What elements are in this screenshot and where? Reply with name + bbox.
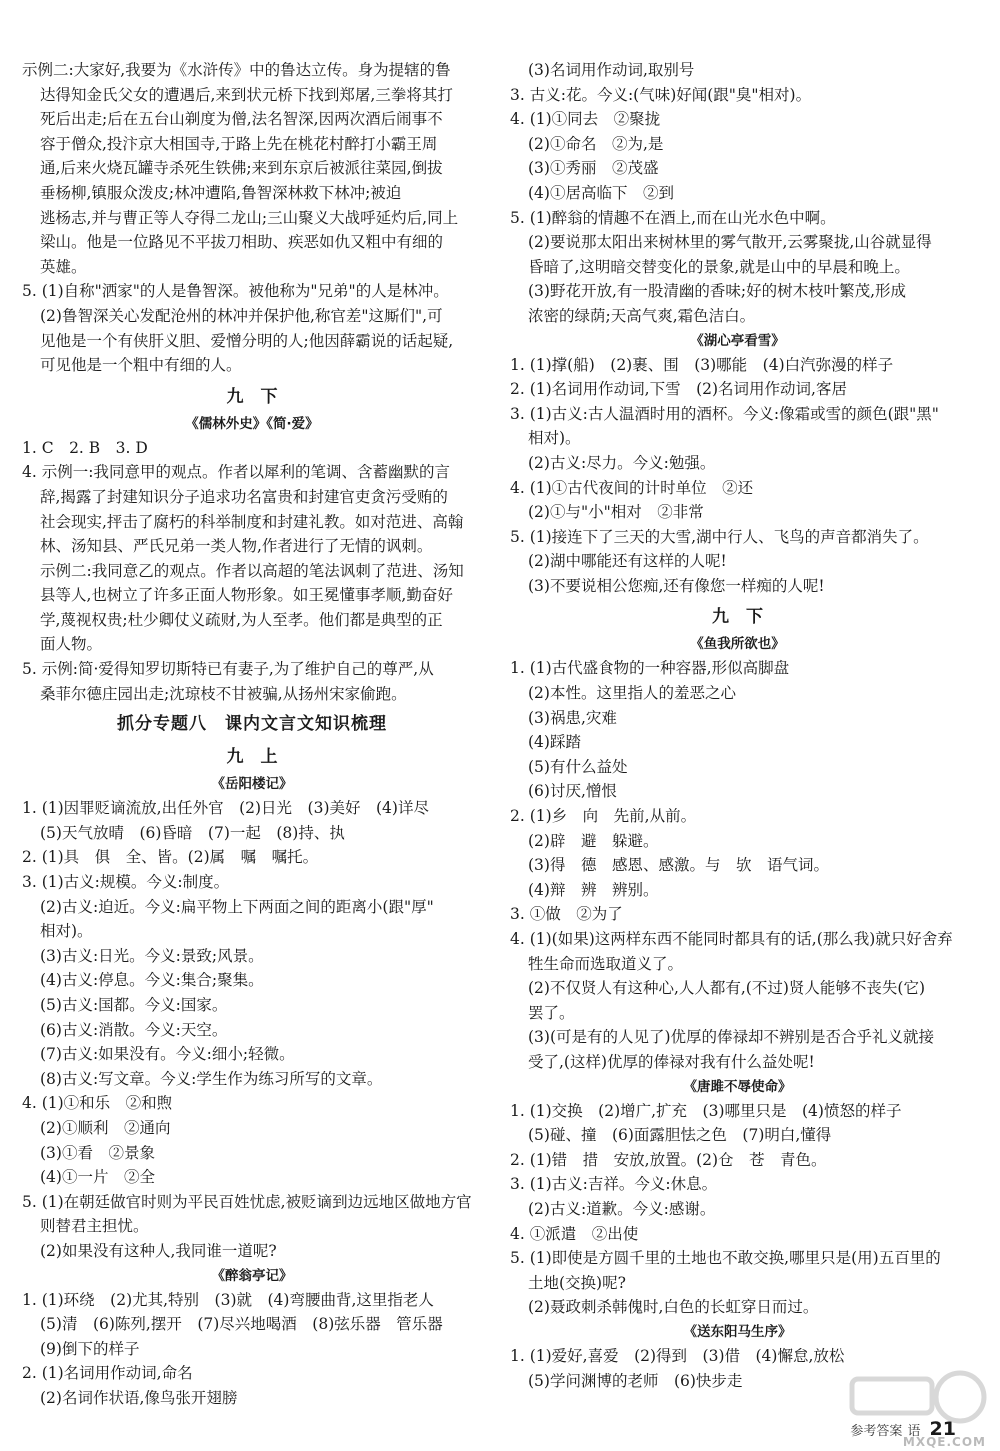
answer-line-cont: 则替君主担忧。	[40, 1217, 149, 1236]
grade-heading: 九 上	[226, 747, 278, 768]
grade-heading: 九 下	[712, 607, 763, 628]
answer-line-cont: 县等人,也树立了许多正面人物形象。如王冕懂事孝顺,勤奋好	[40, 586, 453, 605]
answer-line-cont: (3)古义:日光。今义:景致;风景。	[40, 946, 264, 965]
answer-line: 2. (1)名词用作动词,命名	[22, 1364, 193, 1383]
answer-line-cont: 面人物。	[40, 635, 103, 654]
answer-line-cont: 可见他是一个粗中有细的人。	[40, 356, 242, 375]
answer-line: 4. (1)①同去 ②聚拢	[510, 110, 661, 129]
answer-line: 3. (1)古义:吉祥。今义:休息。	[510, 1175, 718, 1194]
lesson-title: 《唐雎不辱使命》	[683, 1078, 792, 1095]
answer-line-cont: (3)①看 ②景象	[40, 1143, 155, 1162]
page-number: 21	[929, 1418, 956, 1440]
grade-heading: 九 下	[226, 386, 278, 407]
answer-line-cont: (2)①顺利 ②通向	[40, 1118, 171, 1137]
answer-line: 1. (1)撑(船) (2)裹、围 (3)哪能 (4)白汽弥漫的样子	[510, 355, 894, 374]
answer-line-cont: (2)①命名 ②为,是	[528, 134, 664, 153]
answer-line-cont: (2)要说那太阳出来树林里的雾气散开,云雾聚拢,山谷就显得	[528, 233, 932, 252]
answer-line: 3. ①做 ②为了	[510, 905, 623, 924]
answer-line: 4. (1)①和乐 ②和煦	[22, 1094, 173, 1113]
answer-line-cont: (5)古义:国都。今义:国家。	[40, 996, 228, 1014]
answer-line: 1. (1)环绕 (2)尤其,特别 (3)就 (4)弯腰曲背,这里指老人	[22, 1290, 434, 1309]
answer-line-cont: (2)聂政刺杀韩傀时,白色的长虹穿日而过。	[528, 1298, 819, 1317]
answer-line: 5. (1)即使是方圆千里的土地也不敢交换,哪里只是(用)五百里的	[510, 1249, 941, 1268]
answer-line-cont: (4)踩踏	[528, 733, 581, 752]
answer-line-cont: 英雄。	[40, 257, 87, 276]
left-column	[22, 58, 482, 1411]
answer-line-cont: 示例二:我同意乙的观点。作者以高超的笔法讽刺了范进、汤知	[40, 561, 464, 580]
right-column	[510, 58, 965, 1393]
answer-line-cont: (8)古义:写文章。今义:学生作为练习所写的文章。	[40, 1069, 383, 1088]
answer-line-cont: (2)鲁智深关心发配沧州的林冲并保护他,称官差"这厮们",可	[40, 306, 443, 325]
answer-line: 5. (1)在朝廷做官时则为平民百姓忧虑,被贬谪到边远地区做地方官	[22, 1192, 472, 1211]
lesson-title: 《湖心亭看雪》	[690, 332, 785, 349]
footer-label: 参考答案	[850, 1424, 903, 1439]
answer-line-cont: (3)不要说相公您痴,还有像您一样痴的人呢!	[528, 576, 825, 595]
answer-line-cont: (2)①与"小"相对 ②非常	[528, 503, 704, 522]
answer-line-cont: (2)古义:迫近。今义:扁平物上下两面之间的距离小(跟"厚"	[40, 897, 434, 916]
answer-line-cont: 林、汤知县、严氏兄弟一类人物,作者进行了无情的讽刺。	[40, 537, 433, 556]
answer-line: 1. (1)交换 (2)增广,扩充 (3)哪里只是 (4)愤怒的样子	[510, 1101, 902, 1120]
answer-line-cont: 昏暗了,这明暗交替变化的景象,就是山中的早晨和晚上。	[528, 257, 910, 276]
answer-line-cont: (5)天气放晴 (6)昏暗 (7)一起 (8)持、执	[40, 823, 345, 842]
answer-line-cont: (5)有什么益处	[528, 757, 628, 776]
answer-line-cont: 社会现实,抨击了腐朽的科举制度和封建礼教。如对范进、高翰	[40, 512, 464, 531]
answer-line: 5. (1)接连下了三天的大雪,湖中行人、飞鸟的声音都消失了。	[510, 527, 929, 546]
answer-line-cont: 牲生命而选取道义了。	[528, 954, 684, 973]
answer-line-cont: (2)古义:道歉。今义:感谢。	[528, 1199, 716, 1218]
answer-line-cont: (3)名词用作动词,取别号	[528, 61, 695, 79]
lesson-title: 《鱼我所欲也》	[690, 636, 785, 653]
lesson-title: 《儒林外史》《简·爱》	[185, 415, 319, 432]
answer-line-cont: 罢了。	[528, 1003, 575, 1022]
answer-line-cont: 相对)。	[528, 429, 581, 448]
answer-line-cont: 梁山。他是一位路见不平拔刀相助、疾恶如仇又粗中有细的	[40, 233, 444, 252]
answer-line: 1. (1)古代盛食物的一种容器,形似高脚盘	[510, 659, 790, 678]
answer-line-cont: 见他是一个有侠肝义胆、爱憎分明的人;他因薛霸说的话起疑,	[40, 331, 454, 350]
answer-line-cont: (6)古义:消散。今义:天空。	[40, 1020, 228, 1039]
answer-line: 2. (1)错 措 安放,放置。(2)仓 苍 青色。	[510, 1150, 827, 1169]
answer-line: 4. ①派遣 ②出使	[510, 1224, 639, 1243]
answer-line: 1. (1)因罪贬谪流放,出任外官 (2)日光 (3)美好 (4)详尽	[22, 799, 429, 818]
answer-line: 3. 古义:花。今义:(气味)好闻(跟"臭"相对)。	[510, 85, 812, 104]
answer-line-cont: (4)古义:停息。今义:集合;聚集。	[40, 971, 264, 990]
answer-line: 5. 示例:简·爱得知罗切斯特已有妻子,为了维护自己的尊严,从	[22, 660, 434, 679]
answer-line-cont: 容于僧众,投汴京大相国寺,于路上先在桃花村醉打小霸王周	[40, 134, 438, 153]
answer-line-cont: (3)祸患,灾难	[528, 708, 617, 727]
answer-line-cont: (2)如果没有这种人,我同谁一道呢?	[40, 1241, 277, 1260]
answer-line: 5. (1)自称"洒家"的人是鲁智深。被他称为"兄弟"的人是林冲。	[22, 282, 449, 301]
answer-line: 4. 示例一:我同意甲的观点。作者以犀利的笔调、含蓄幽默的言	[22, 463, 450, 482]
answer-line-cont: (4)辩 辨 辨别。	[528, 880, 659, 899]
answer-line-cont: 通,后来火烧瓦罐寺杀死生铁佛;来到东京后被派往菜园,倒拔	[40, 159, 443, 178]
answer-line-cont: (2)辟 避 躲避。	[528, 831, 659, 850]
answer-line-cont: (5)碰、撞 (6)面露胆怯之色 (7)明白,懂得	[528, 1126, 832, 1145]
answer-line-cont: (2)不仅贤人有这种心,人人都有,(不过)贤人能够不丧失(它)	[528, 979, 925, 998]
answer-line: 2. (1)具 俱 全、皆。(2)属 嘱 嘱托。	[22, 848, 319, 867]
answer-line-cont: 相对)。	[40, 922, 93, 941]
footer-subject: 语	[907, 1424, 921, 1439]
topic-heading: 抓分专题八 课内文言文知识梳理	[117, 714, 387, 735]
answer-line: 2. (1)乡 向 先前,从前。	[510, 807, 697, 826]
answer-line-cont: (7)古义:如果没有。今义:细小;轻微。	[40, 1045, 295, 1064]
answer-line: 5. (1)醉翁的情趣不在酒上,而在山光水色中啊。	[510, 208, 836, 227]
answer-line-cont: (3)野花开放,有一股清幽的香味;好的树木枝叶繁茂,形成	[528, 282, 907, 301]
answer-line-cont: 逃杨志,并与曹正等人夺得二龙山;三山聚义大战呼延灼后,同上	[40, 208, 459, 227]
answer-line-cont: (6)讨厌,憎恨	[528, 782, 617, 801]
lesson-title: 《送东阳马生序》	[683, 1323, 792, 1340]
lesson-title: 《岳阳楼记》	[211, 776, 293, 793]
answer-line: 3. (1)古义:规模。今义:制度。	[22, 873, 230, 892]
answer-line-cont: (5)清 (6)陈列,摆开 (7)尽兴地喝酒 (8)弦乐器 管乐器	[40, 1315, 443, 1334]
answer-line: 2. (1)名词用作动词,下雪 (2)名词用作动词,客居	[510, 380, 847, 399]
answer-line-cont: 学,蔑视权贵;杜少卿仗义疏财,为人至孝。他们都是典型的正	[40, 610, 443, 629]
answer-line-cont: 浓密的绿荫;天高气爽,霜色洁白。	[528, 306, 756, 325]
answer-line: 示例二:大家好,我要为《水浒传》中的鲁达立传。身为提辖的鲁	[22, 61, 451, 79]
answer-line-cont: 死后出走;后在五台山剃度为僧,法名智深,因两次酒后闹事不	[40, 110, 443, 129]
answer-line: 4. (1)(如果)这两样东西不能同时都具有的话,(那么我)就只好舍弃	[510, 930, 953, 948]
answer-line-cont: 辞,揭露了封建知识分子追求功名富贵和封建官吏贪污受贿的	[40, 487, 448, 506]
answer-line-cont: 达得知金氏父女的遭遇后,来到状元桥下找到郑屠,三拳将其打	[40, 85, 453, 104]
answer-line-cont: (3)①秀丽 ②茂盛	[528, 159, 659, 178]
answer-line-cont: (2)本性。这里指人的羞恶之心	[528, 684, 736, 703]
answer-line: 3. (1)古义:古人温酒时用的酒杯。今义:像霜或雪的颜色(跟"黑"	[510, 404, 939, 423]
watermark-text: MXQE.COM	[902, 1435, 986, 1449]
answer-line-cont: (4)①一片 ②全	[40, 1168, 155, 1187]
answer-line-cont: (4)①居高临下 ②到	[528, 183, 674, 202]
answer-line-cont: 土地(交换)呢?	[528, 1273, 626, 1292]
answer-line-cont: 垂杨柳,镇服众泼皮;林冲遭陷,鲁智深林救下林冲;被迫	[40, 183, 402, 202]
answer-line-cont: (3)得 德 感恩、感激。与 欤 语气词。	[528, 856, 829, 875]
answer-line: 1. (1)爱好,喜爱 (2)得到 (3)借 (4)懈怠,放松	[510, 1346, 845, 1365]
answer-line-cont: (2)古义:尽力。今义:勉强。	[528, 453, 716, 472]
answer-line: 1. C 2. B 3. D	[22, 438, 148, 457]
answer-line-cont: (9)倒下的样子	[40, 1339, 140, 1358]
answer-line-cont: (3)(可是有的人见了)优厚的俸禄却不辨别是否合乎礼义就接	[528, 1028, 935, 1047]
lesson-title: 《醉翁亭记》	[211, 1267, 293, 1284]
answer-line-cont: 受了,(这样)优厚的俸禄对我有什么益处呢!	[528, 1052, 815, 1071]
answer-line-cont: 桑菲尔德庄园出走;沈琼枝不甘被骗,从扬州宋家偷跑。	[40, 684, 407, 703]
answer-line: 4. (1)①古代夜间的计时单位 ②还	[510, 478, 754, 497]
answer-line-cont: (2)湖中哪能还有这样的人呢!	[528, 552, 727, 571]
answer-line-cont: (2)名词作状语,像鸟张开翅膀	[40, 1388, 238, 1407]
answer-line-cont: (5)学问渊博的老师 (6)快步走	[528, 1371, 743, 1390]
